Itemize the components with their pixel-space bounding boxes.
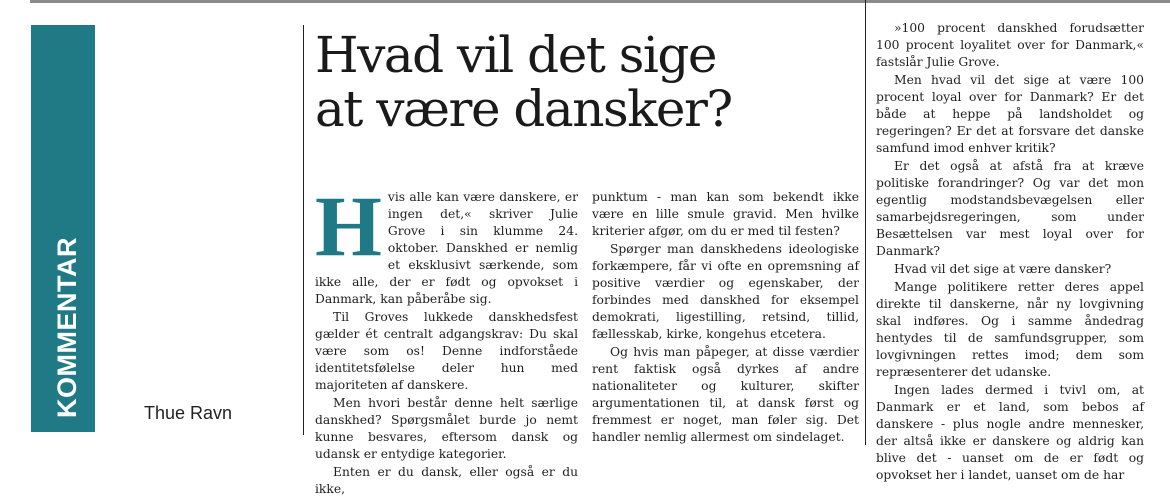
paragraph: Men hvad vil det sige at være 100 procent loyal over for Danmark? Er det både at heppe på landsholdet og regeringen? Er det at forsvare det danske samfund imod enhver kritik? — [876, 73, 1144, 155]
section-label-bar — [31, 25, 95, 432]
paragraph: punktum - man kan som bekendt ikke være en lille smule gravid. Men hvilke kriterier afgør, om du er med til festen? — [592, 190, 859, 238]
article-column-2 — [592, 189, 859, 447]
headline — [315, 28, 875, 136]
paragraph: Er det også at afstå fra at kræve politiske forandringer? Og var det mon egentlig modstandsbevægelsen eller samarbejdsregeringen, som under Besættelsen var mest loyal over for Danmark? — [876, 159, 1144, 258]
paragraph: Men hvori består denne helt særlige danskhed? Spørgsmålet burde jo nemt kunne besvares, eftersom dansk og udansk er entydige kategorier. — [315, 396, 578, 461]
byline-author: Thue Ravn — [144, 403, 233, 423]
paragraph: Enten er du dansk, eller også er du ikke, — [315, 465, 578, 496]
paragraph: Spørger man danskhedens ideologiske forkæmpere, får vi ofte en opremsning af positive værdier og egenskaber, der forbindes med danskhed for eksempel demokrati, ligestilling, retsind, tillid, fællesskab, kirke, kongehus etcetera. — [592, 242, 859, 341]
top-rule — [30, 0, 1170, 3]
paragraph: Hvad vil det sige at være dansker? — [894, 262, 1112, 276]
section-label: KOMMENTAR — [52, 237, 82, 418]
article-column-3 — [876, 20, 1144, 485]
paragraph: Mange politikere retter deres appel direkte til danskerne, når ny lovgivning skal indføres. Og i samme åndedrag hentydes til de samfundsgrupper, som lovgivningen rettes imod; dem som repræsenterer det udanske. — [876, 280, 1144, 379]
paragraph: »100 procent danskhed forudsætter 100 procent loyalitet over for Danmark,« fastslår Julie Grove. — [876, 21, 1144, 69]
headline-line-2: at være dansker? — [315, 80, 732, 138]
paragraph: Ingen lades dermed i tvivl om, at Danmark er et land, som bebos af danskere - plus nogle andre mennesker, der altså ikke er danskere og aldrig kan blive det - uanset om de er født og opvokset her i landet, uanset om de har — [876, 383, 1144, 482]
dropcap: H — [315, 178, 382, 274]
column-divider-left — [303, 25, 304, 435]
headline-line-1: Hvad vil det sige — [315, 26, 717, 84]
paragraph: Og hvis man påpeger, at disse værdier rent faktisk også dyrkes af andre nationaliteter og kulturer, skifter argumentationen til, at dansk først og fremmest er noget, man føler sig. Det handler nemlig allermest om sindelaget. — [592, 345, 859, 444]
paragraph: Til Groves lukkede danskhedsfest gælder ét centralt adgangskrav: Du skal være som os! Denne indforståede identitetsfølelse deler hun med majoriteten af danskere. — [315, 310, 578, 392]
article-column-1 — [315, 178, 578, 499]
paragraph: Hvis alle kan være danskere, er ingen det,« skriver Julie Grove i sin klumme 24. oktober. Danskhed er nemlig et eksklusivt særkende, som ikke alle, der er født og opvokset i Danmark, kan påberåbe sig. — [315, 178, 578, 306]
